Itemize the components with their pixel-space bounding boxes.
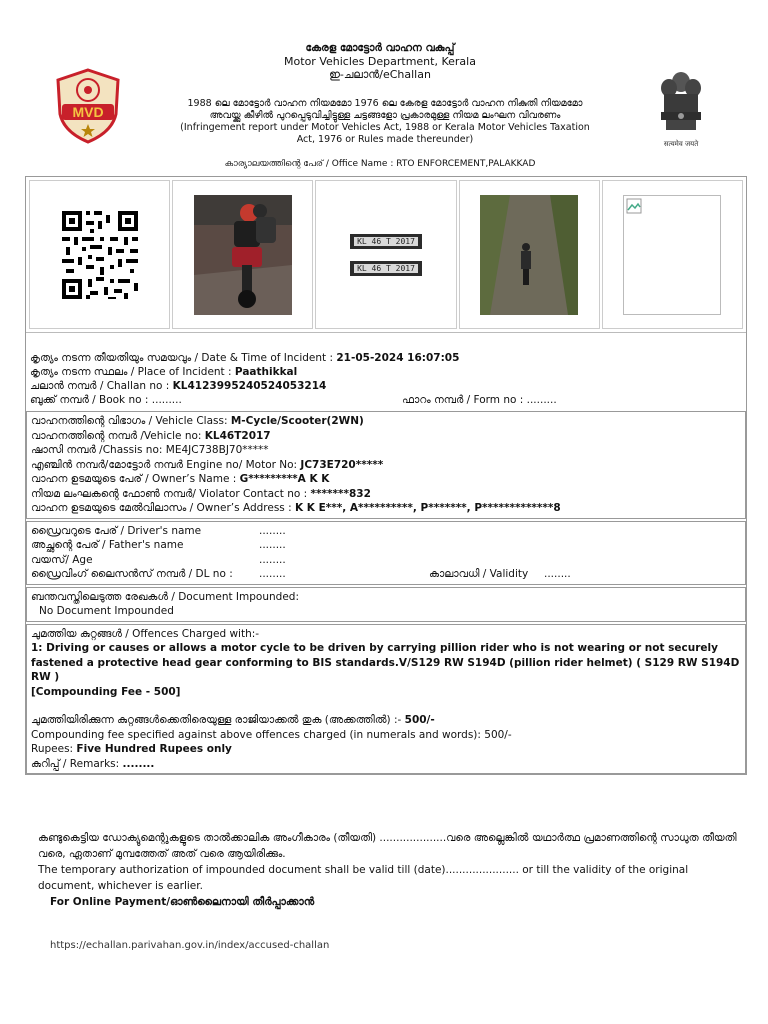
age-label: വയസ്/ Age bbox=[31, 553, 93, 566]
rupees-label: Rupees: bbox=[31, 743, 77, 755]
book-form-row bbox=[30, 393, 742, 407]
offence-item-1: 1: Driving or causes or allows a motor cycle to be driven by carrying pillion rider who is not wearing or not securely fastened a protective head gear conforming to BIS standards.V/S129 RW S194D (pillion rider helmet) ( S129 RW S194D RW ) bbox=[31, 642, 740, 683]
road-photo bbox=[480, 195, 578, 315]
age-row bbox=[31, 553, 741, 568]
rupees-value: Five Hundred Rupees only bbox=[76, 743, 232, 755]
ashoka-emblem-icon bbox=[656, 68, 706, 134]
offences-label: ചുമത്തിയ കുറ്റങ്ങൾ / Offences Charged with:- bbox=[31, 627, 260, 640]
incident-section bbox=[26, 333, 746, 409]
violator-contact-value: *******832 bbox=[310, 487, 371, 500]
vehicle-number bbox=[31, 429, 741, 444]
owner-address-value: K K E***, A**********, P*******, P*************8 bbox=[294, 502, 561, 514]
intro-text bbox=[180, 98, 590, 146]
vehicle-section bbox=[26, 411, 746, 519]
office-name bbox=[150, 159, 610, 169]
challan-number-label: ചലാൻ നമ്പർ / Challan no : bbox=[30, 380, 173, 392]
fee-en: Compounding fee specified against above offences charged (in numerals and words): 500/- bbox=[31, 728, 512, 741]
documents-label: ബന്തവസ്തിലെടുത്ത രേഖകൾ / Document Impounded: bbox=[31, 590, 299, 603]
fee-ml bbox=[31, 713, 741, 728]
qr-code-icon bbox=[60, 207, 140, 303]
challan-body bbox=[25, 176, 747, 775]
rider-photo bbox=[194, 195, 292, 315]
emblem-caption: सत्यमेव जयते bbox=[663, 140, 699, 148]
father-name-row bbox=[31, 538, 741, 553]
driver-name-label: ഡ്രൈവറുടെ പേര് / Driver's name bbox=[31, 524, 202, 537]
owner-address bbox=[31, 501, 741, 516]
mvd-logo-text: MVD bbox=[72, 104, 104, 120]
title-en: Motor Vehicles Department, Kerala bbox=[284, 55, 476, 68]
validity-label: കാലാവധി / Validity bbox=[429, 568, 529, 580]
payment-link[interactable]: https://echallan.parivahan.gov.in/index/accused-challan bbox=[50, 940, 330, 951]
road-photo-cell bbox=[459, 180, 600, 329]
book-number: ബുക്ക് നമ്പർ / Book no : ......... bbox=[30, 394, 182, 406]
vehicle-number-value: KL46T2017 bbox=[204, 429, 271, 442]
challan-number bbox=[30, 379, 742, 393]
chassis-number-label: ഷാസി നമ്പർ /Chassis no: bbox=[31, 444, 166, 456]
driver-section bbox=[26, 521, 746, 585]
owner-name-label: വാഹന ഉടമയുടെ പേര് / Owner’s Name : bbox=[31, 473, 240, 485]
dl-value: ........ bbox=[259, 568, 286, 580]
office-value: RTO ENFORCEMENT,PALAKKAD bbox=[396, 159, 536, 169]
number-plate-image-1 bbox=[350, 234, 422, 249]
evidence-image-row bbox=[26, 177, 746, 333]
father-name-label: അച്ഛന്റെ പേര് / Father's name bbox=[31, 539, 184, 551]
fee-ml-value: 500/- bbox=[404, 714, 435, 726]
violator-contact bbox=[31, 487, 741, 502]
broken-image-cell bbox=[602, 180, 743, 329]
incident-place-label: കൃത്യം നടന്ന സ്ഥലം / Place of Incident : bbox=[30, 366, 235, 378]
vehicle-class bbox=[31, 414, 741, 429]
mvd-logo bbox=[54, 68, 122, 144]
dl-row bbox=[31, 567, 741, 582]
online-payment-label: For Online Payment/ഓൺലൈനായി തീർപ്പാക്കാൻ bbox=[50, 896, 315, 908]
rupees-row bbox=[31, 742, 741, 757]
engine-number-value: JC73E720***** bbox=[300, 458, 384, 471]
challan-number-value: KL4123995240524053214 bbox=[172, 380, 327, 392]
incident-datetime bbox=[30, 351, 742, 365]
incident-place bbox=[30, 365, 742, 379]
owner-name bbox=[31, 472, 741, 487]
broken-image-icon bbox=[626, 198, 642, 214]
driver-name-row bbox=[31, 524, 741, 539]
offences-section bbox=[26, 624, 746, 775]
chassis-number-value: ME4JC738BJ70***** bbox=[165, 444, 269, 456]
echallan-title: ഇ-ചലാൻ/eChallan bbox=[329, 68, 431, 81]
remarks-label: കുറിപ്പ് / Remarks: bbox=[31, 757, 123, 770]
driver-name-value: ........ bbox=[259, 524, 286, 537]
remarks-value: ........ bbox=[122, 757, 155, 770]
father-name-value: ........ bbox=[259, 539, 286, 551]
incident-datetime-value: 21-05-2024 16:07:05 bbox=[336, 352, 460, 364]
broken-image-placeholder bbox=[623, 195, 721, 315]
title-ml: കേരള മോട്ടോർ വാഹന വകുപ്പ് bbox=[305, 42, 455, 54]
vehicle-number-label: വാഹനത്തിന്റെ നമ്പർ /Vehicle no: bbox=[31, 429, 205, 442]
office-label: കാര്യാലയത്തിന്റെ പേര് / Office Name : bbox=[224, 159, 397, 169]
intro-ml: 1988 ലെ മോട്ടോർ വാഹന നിയമമോ 1976 ലെ കേരള മോട്ടോർ വാഹന നികുതി നിയമമോ അവയ്ക്കു കീഴിൽ പുറപ്പെടുവിച്ചിട്ടുള്ള ചട്ടങ്ങളോ പ്രകാരമുള്ള നിയമ ലംഘന വിവരണം bbox=[187, 98, 583, 121]
authorization-en: The temporary authorization of impounded document shall be valid till (date)...................... or till the validity of the original document, whichever is earlier. bbox=[38, 864, 689, 892]
validity-value: ........ bbox=[544, 568, 571, 580]
number-plate-text-2: KL 46 T 2017 bbox=[354, 264, 418, 273]
incident-place-value: Paathikkal bbox=[234, 366, 298, 378]
national-emblem bbox=[656, 68, 706, 148]
violator-contact-label: നിയമ ലംഘകന്റെ ഫോൺ നമ്പർ/ Violator Contact no : bbox=[31, 487, 311, 500]
incident-datetime-label: കൃത്യം നടന്ന തീയതിയും സമയവും / Date & Time of Incident : bbox=[30, 352, 337, 364]
document-header bbox=[150, 42, 610, 81]
authorization-ml: കണ്ടുകെട്ടിയ ഡോക്യുമെന്റുകളുടെ താൽക്കാലിക അംഗീകാരം (തീയതി) ....................വരെ അല്ലെങ്കിൽ യഥാർത്ഥ പ്രമാണത്തിന്റെ സാധുത തീയതി വരെ, ഏതാണ് മുമ്പത്തേത് അത് വരെ ആയിരിക്കും. bbox=[38, 832, 737, 860]
owner-name-value: G*********A K K bbox=[239, 473, 330, 485]
remarks-row bbox=[31, 757, 741, 772]
number-plate-text-1: KL 46 T 2017 bbox=[354, 237, 418, 246]
number-plate-image-2 bbox=[350, 261, 422, 276]
fee-ml-label: ചുമത്തിയിരിക്കുന്ന കുറ്റങ്ങൾക്കെതിരെയുള്ള രാജിയാക്കൽ തുക (അക്കത്തിൽ) :- bbox=[31, 714, 405, 726]
owner-address-label: വാഹന ഉടമയുടെ മേൽവിലാസം / Owner’s Address : bbox=[31, 502, 295, 514]
age-value: ........ bbox=[259, 553, 286, 566]
chassis-number bbox=[31, 443, 741, 458]
intro-en: (Infringement report under Motor Vehicles Act, 1988 or Kerala Motor Vehicles Taxation Act, 1976 or Rules made thereunder) bbox=[180, 122, 590, 145]
vehicle-class-label: വാഹനത്തിന്റെ വിഭാഗം / Vehicle Class: bbox=[31, 415, 231, 427]
engine-number bbox=[31, 458, 741, 473]
documents-section bbox=[26, 587, 746, 622]
engine-number-label: എഞ്ചിൻ നമ്പർ/മോട്ടോർ നമ്പർ Engine no/ Motor No: bbox=[31, 458, 301, 471]
authorization-text bbox=[38, 830, 738, 910]
dl-label: ഡ്രൈവിംഗ് ലൈസൻസ് നമ്പർ / DL no : bbox=[31, 568, 233, 580]
qr-cell bbox=[29, 180, 170, 329]
vehicle-class-value: M-Cycle/Scooter(2WN) bbox=[230, 415, 364, 427]
plate-images-cell bbox=[315, 180, 456, 329]
form-number: ഫാറം നമ്പർ / Form no : ......... bbox=[402, 394, 557, 406]
offence-item-1-fee: [Compounding Fee - 500] bbox=[31, 685, 181, 698]
rider-photo-cell bbox=[172, 180, 313, 329]
documents-value: No Document Impounded bbox=[39, 605, 174, 617]
